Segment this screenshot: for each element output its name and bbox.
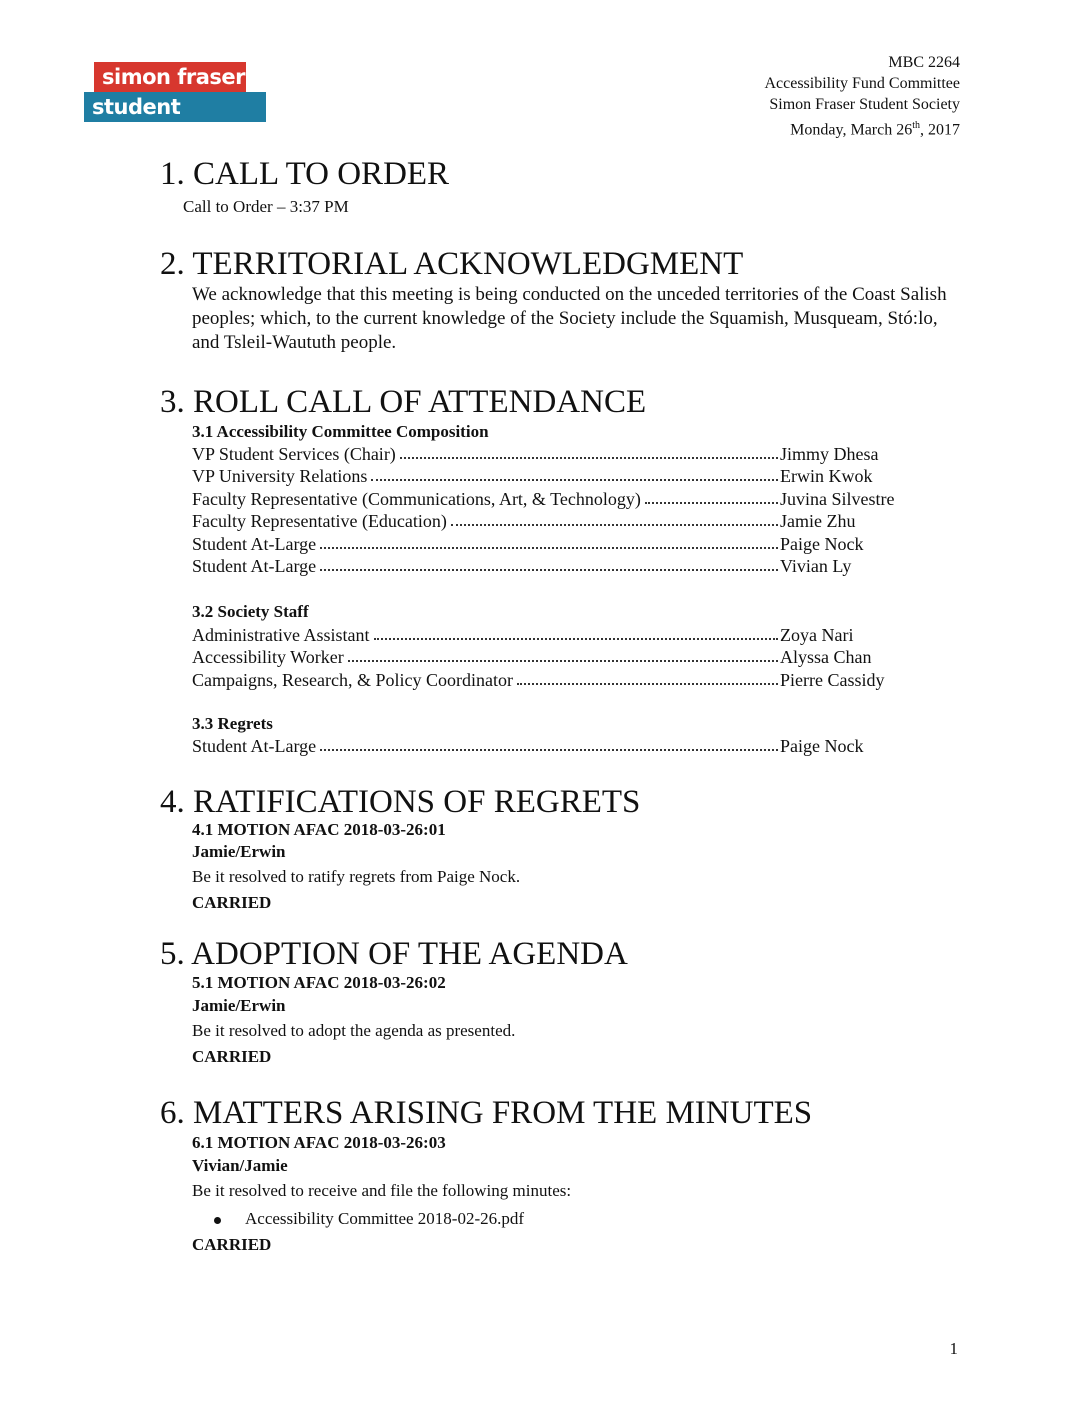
page-number: 1 [949,1339,958,1358]
staff-name: Pierre Cassidy [780,670,885,690]
header-committee: Accessibility Fund Committee [764,75,960,92]
regrets-name: Paige Nock [780,736,864,756]
motion-4-1: 4.1 MOTION AFAC 2018-03-26:01 [192,820,446,839]
staff-name: Alyssa Chan [780,647,872,667]
leader-dots [348,646,778,662]
header-date-sup: th [912,120,920,131]
leader-dots [371,465,778,481]
motion-5-1: 5.1 MOTION AFAC 2018-03-26:02 [192,973,446,992]
attendance-row [192,555,917,577]
attendee-name: Jamie Zhu [780,511,856,531]
document-header [764,52,960,140]
staff-row [192,624,917,646]
subsection-3-3: 3.3 Regrets [192,714,273,733]
role: Accessibility Worker [192,647,344,667]
header-date [764,115,960,140]
staff-row [192,669,917,691]
leader-dots [374,624,779,640]
role: Student At-Large [192,556,317,576]
bullet-text: Accessibility Committee 2018-02-26.pdf [245,1209,525,1228]
staff-row [192,646,917,668]
attendance-row [192,510,917,532]
leader-dots [645,488,778,504]
staff-name: Zoya Nari [780,625,854,645]
movers: Jamie/Erwin [192,996,286,1015]
regrets-row [192,735,917,757]
leader-dots [320,735,778,751]
territorial-acknowledgment-text: We acknowledge that this meeting is being conducted on the unceded territories of the Coast Salish peoples; which, to the current knowledge of the Society include the Squamish, Musqueam, Stó:lo, and Tsleil-Waututh people. [192,284,947,353]
bullet-icon [214,1217,221,1224]
leader-dots [451,510,778,526]
header-room: MBC 2264 [888,54,960,71]
call-to-order-text: Call to Order – 3:37 PM [183,197,349,216]
section-6-title: 6. MATTERS ARISING FROM THE MINUTES [160,1095,813,1131]
role: Campaigns, Research, & Policy Coordinator [192,670,513,690]
motion-6-1: 6.1 MOTION AFAC 2018-03-26:03 [192,1133,446,1152]
attendance-row [192,465,917,487]
leader-dots [400,443,778,459]
logo-line-1: simon fraser [94,62,246,92]
motion-text: Be it resolved to ratify regrets from Paige Nock. [192,867,521,886]
subsection-3-1: 3.1 Accessibility Committee Composition [192,422,489,441]
attendee-name: Paige Nock [780,534,864,554]
movers: Vivian/Jamie [192,1156,288,1175]
attendee-name: Jimmy Dhesa [780,444,879,464]
role: Student At-Large [192,736,317,756]
attendee-name: Juvina Silvestre [780,489,895,509]
attendee-name: Vivian Ly [780,556,852,576]
attendance-row [192,488,917,510]
section-2-title: 2. TERRITORIAL ACKNOWLEDGMENT [160,246,744,282]
header-date-year: , 2017 [920,121,960,139]
bullet-list-item [214,1209,524,1229]
header-society: Simon Fraser Student Society [769,96,960,113]
role: Faculty Representative (Education) [192,511,447,531]
attendance-row [192,533,917,555]
motion-result: CARRIED [192,893,272,912]
leader-dots [320,555,778,571]
attendance-row [192,443,917,465]
sfss-logo [84,62,266,149]
section-1-title: 1. CALL TO ORDER [160,156,450,192]
subsection-3-2: 3.2 Society Staff [192,602,309,621]
role: Administrative Assistant [192,625,370,645]
section-4-title: 4. RATIFICATIONS OF REGRETS [160,784,641,820]
role: VP University Relations [192,466,368,486]
section-5-title: 5. ADOPTION OF THE AGENDA [160,936,628,972]
motion-text: Be it resolved to receive and file the following minutes: [192,1181,572,1200]
role: Student At-Large [192,534,317,554]
leader-dots [517,669,778,685]
attendee-name: Erwin Kwok [780,466,873,486]
role: VP Student Services (Chair) [192,444,396,464]
header-date-main: Monday, March 26 [790,121,913,139]
leader-dots [320,533,778,549]
logo-line-2: student society [84,92,266,122]
motion-text: Be it resolved to adopt the agenda as presented. [192,1021,516,1040]
motion-result: CARRIED [192,1235,272,1254]
role: Faculty Representative (Communications, Art, & Technology) [192,489,641,509]
section-3-title: 3. ROLL CALL OF ATTENDANCE [160,384,647,420]
movers: Jamie/Erwin [192,842,286,861]
motion-result: CARRIED [192,1047,272,1066]
